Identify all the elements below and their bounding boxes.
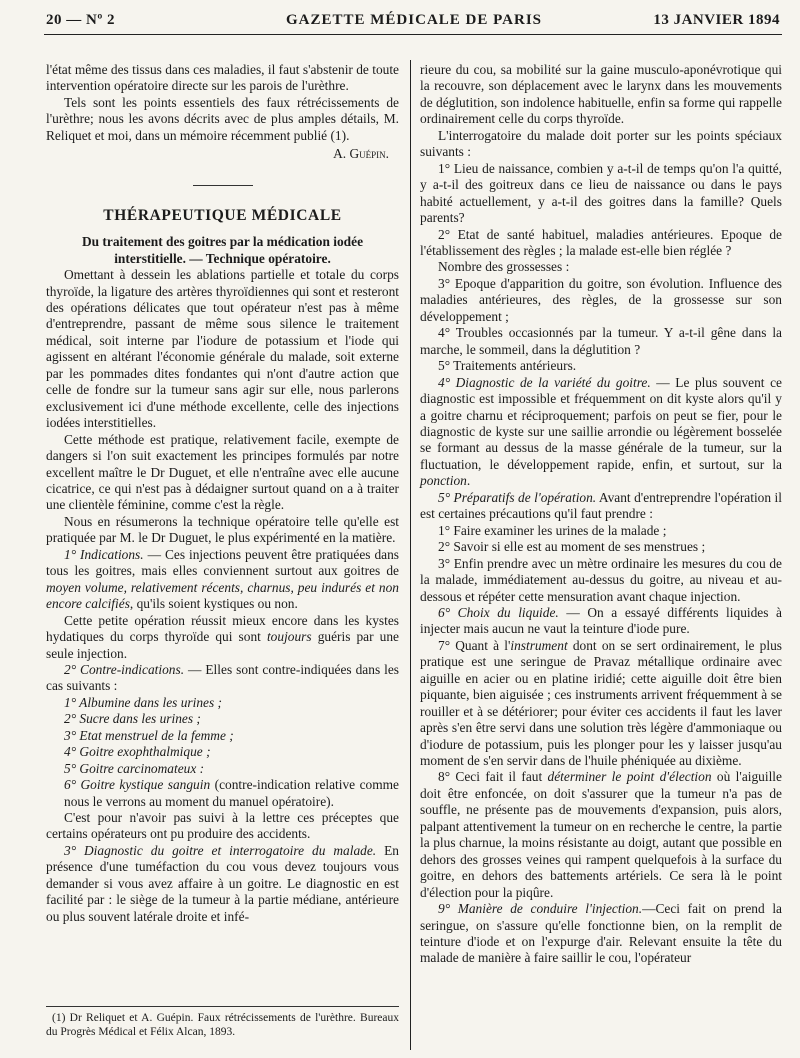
paragraph: C'est pour n'avoir pas suivi à la lettre ces préceptes que certains opérateurs ont pu produire des accidents. [46, 810, 399, 842]
paragraph: Cette petite opération réussit mieux encore dans les kystes hydatiques du corps thyroïde qui sont toujours guéris par une seule injection. [46, 612, 400, 661]
paragraph: Nous en résumerons la technique opératoire telle qu'elle est pratiquée par M. le Dr Duguet, le plus expérimenté en la matière. [46, 513, 399, 546]
paragraph: rieure du cou, sa mobilité sur la gaine musculo-aponévrotique qui la recouvre, son déplacement avec le larynx dans les mouvements de déglutition, son indolence habituelle, enfin sa forme qui rappelle ordinairement celle du corps thyroïde. [420, 62, 782, 127]
section-title: THÉRAPEUTIQUE MÉDICALE [46, 185, 399, 224]
list-item: 5° Traitements antérieurs. [438, 358, 577, 374]
paragraph-indications: 1° Indications. — Ces injections peuvent être pratiquées dans tous les goitres, mais elles conviennent surtout aux goitres de moyen volume, relativement récents, charnus, peu indurés et non encore calcifiés, qu'ils soient kystiques ou non. [46, 546, 399, 612]
heading-variety: 4° Diagnostic de la variété du goitre. [438, 374, 651, 390]
heading-indications: 1° Indications. [64, 546, 144, 562]
paragraph: Omettant à dessein les ablations partielle et totale du corps thyroïde, la ligature des artères thyroïdiennes qui sont et resteront des opérations délicates que tout opérateur n'est pas à même d'entreprendre, passant de même sous silence le traitement médical, soit interne par l'iodure de potassium et l'iode qui agissent en altérant l'économie générale du malade, soit externe par les pommades dites fondantes qui n'ont d'autre action que celle de fondre sur la tumeur sans agir sur elle, nous parlerons exclusivement ici d'une méthode excellente, celle des injections iodées interstitielles. [46, 267, 399, 431]
paragraph-election-point: 8° Ceci fait il faut déterminer le point d'élection où l'aiguille doit être enfoncée, on doit s'assurer que la tumeur n'a pas de souffle, ne présente pas de mouvements d'expansion, puis alors, palpant attentivement la tumeur on en recherche le centre, la partie la plus charnue, la moins résistante au doigt, autant que possible en dehors des grosses veines qui rampent quelquefois à la surface du goitre, en dehors des battements artériels. Ce sera là le point d'élection pour la piqûre. [420, 769, 782, 900]
heading-diagnostic: 3° Diagnostic du goitre et interrogatoire du malade. [64, 842, 377, 858]
page-header [46, 12, 780, 34]
list-item: 1° Albumine dans les urines ; [64, 694, 222, 710]
paragraph: Tels sont les points essentiels des faux rétrécissements de l'urèthre; nous les avons décrits avec de plus amples détails, M. Reliquet et moi, dans un mémoire récemment publié (1). [46, 94, 399, 143]
paragraph-instrument: 7° Quant à l'instrument dont on se sert ordinairement, le plus pratique est une seringue de Pravaz métallique ordinaire avec aiguille en acier ou en platine iridié; cette aiguille doit être bien piquante, bien aiguisée ; ces instruments arrivent fréquemment à se rouiller et à se détériorer; pour éviter ces accidents il faut les laver après s'en être servi dans une solution très légère d'ammoniaque ou d'iodure de potassium, puis les plonger pour les y laisser jusqu'au moment de s'en servir dans de l'huile phéniquée au dixième. [420, 637, 782, 769]
heading-liquid: 6° Choix du liquide. [438, 604, 559, 620]
heading-injection: 9° Manière de conduire l'injection. [438, 901, 643, 917]
right-column [420, 62, 782, 967]
list-item: 3° Enfin prendre avec un mètre ordinaire les mesures du cou de la malade, immédiatement au-dessus du goitre, au niveau et au-dessous et répéter cette mensuration avant chaque injection. [420, 555, 782, 604]
journal-title: GAZETTE MÉDICALE DE PARIS [286, 12, 543, 28]
list-item: 1° Lieu de naissance, combien y a-t-il de temps qu'on l'a quitté, y a-t-il des goitreux dans ce lieu de naissance ou dans le pays habité actuellement, y a-t-il des goitres dans la famille? Quels parents? [420, 160, 782, 226]
paragraph: L'interrogatoire du malade doit porter sur les points spéciaux suivants : [420, 127, 782, 160]
list-item: 2° Etat de santé habituel, maladies antérieures. Epoque de l'établissement des règles ; la malade est-elle bien réglée ? [420, 226, 782, 258]
heading-preparation: 5° Préparatifs de l'opération. [438, 489, 597, 505]
left-column [46, 62, 399, 925]
heading-contra-indications: 2° Contre-indications. [64, 661, 185, 677]
list-item: Nombre des grossesses : [438, 259, 570, 275]
list-item: 4° Goitre exophthalmique ; [64, 744, 211, 760]
paragraph-liquid: 6° Choix du liquide. — On a essayé différents liquides à injecter mais aucun ne vaut la teinture d'iode pure. [420, 604, 782, 637]
page-number: 20 — Nº 2 [46, 12, 116, 28]
list-item: 5° Goitre carcinomateux : [64, 760, 205, 776]
list-item: 2° Savoir si elle est au moment de ses menstrues ; [438, 539, 706, 555]
footnote: (1) Dr Reliquet et A. Guépin. Faux rétrécissements de l'urèthre. Bureaux du Progrès Médical et Félix Alcan, 1893. [46, 1006, 399, 1039]
paragraph-diagnostic: 3° Diagnostic du goitre et interrogatoire du malade. En présence d'une tuméfaction du cou vous devez toujours vous demander si vous avez affaire à un goitre. Le diagnostic en est facilité par : le siège de la tumeur à la partie médiane, antérieure ou plus souvent latérale droite et infé- [46, 842, 399, 924]
paragraph-contra-indications: 2° Contre-indications. — Elles sont contre-indiquées dans les cas suivants : [46, 661, 399, 694]
paragraph-injection: 9° Manière de conduire l'injection.—Ceci fait on prend la seringue, on s'assure qu'elle fonctionne bien, on la remplit de teinture d'iode et on l'expurge d'air. Relevant ensuite la tête du malade de manière à faire saillir le cou, l'opérateur [420, 901, 782, 966]
list-item: 1° Faire examiner les urines de la malade ; [438, 522, 667, 538]
paragraph: Cette méthode est pratique, relativement facile, exempte de dangers si l'on suit exactement les principes formulés par notre excellent maître le Dr Duguet, et elle n'entraîne avec elle aucune cicatrice, ce qui n'est pas à dédaigner surtout quand on a à traiter une clientèle féminine, comme c'est la règle. [46, 431, 399, 513]
header-rule [44, 34, 782, 35]
list-item: 2° Sucre dans les urines ; [64, 711, 201, 727]
signature: A. Guépin. [333, 146, 389, 162]
column-divider [410, 60, 411, 1050]
paragraph-variety: 4° Diagnostic de la variété du goitre. — Le plus souvent ce diagnostic est impossible et fréquemment on dit kyste alors qu'il y a goitre charnu et réciproquement; parfois on peut se fier, pour le diagnostic de kyste sur une saillie arrondie ou légèrement bosselée se formant au dessus de la masse générale de la tumeur, sur la fluctuation, le développement rapide, enfin, et surtout, sur la ponction. [420, 374, 782, 489]
list-item: 3° Etat menstruel de la femme ; [64, 727, 234, 743]
list-item: 4° Troubles occasionnés par la tumeur. Y a-t-il gêne dans la marche, le sommeil, dans la déglutition ? [420, 325, 782, 357]
paragraph: l'état même des tissus dans ces maladies, il faut s'abstenir de toute intervention opératoire directe sur les parois de l'urèthre. [46, 62, 399, 94]
article-subtitle: Du traitement des goitres par la médication iodée interstitielle. — Technique opératoire. [81, 234, 364, 266]
paragraph-preparation: 5° Préparatifs de l'opération. Avant d'entreprendre l'opération il est certaines précautions qu'il faut prendre : [420, 489, 782, 522]
issue-date: 13 JANVIER 1894 [653, 12, 780, 28]
list-item: 6° Goitre kystique sanguin (contre-indication relative comme nous le verrons au moment du manuel opératoire). [64, 777, 399, 809]
list-item: 3° Epoque d'apparition du goitre, son évolution. Influence des maladies antérieures, des règles, de la grossesse sur son développement ; [420, 275, 782, 324]
